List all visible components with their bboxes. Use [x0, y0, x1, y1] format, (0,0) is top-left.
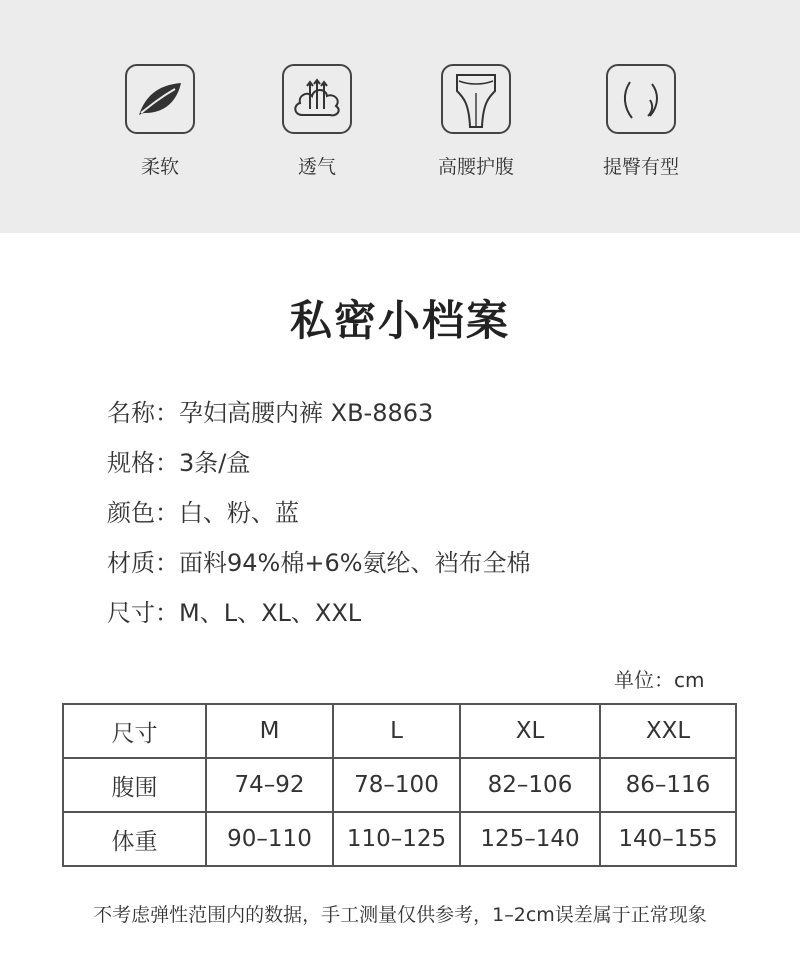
- feature-hip-lift: [576, 64, 706, 179]
- hip-lift-curve-icon: [606, 64, 676, 134]
- feature-high-waist: [411, 64, 541, 179]
- table-row: [63, 812, 736, 866]
- feature-label: 高腰护腹: [437, 156, 514, 178]
- feature-label: 透气: [297, 156, 336, 178]
- table-header-cell: XXL: [600, 704, 736, 758]
- footnote: 不考虑弹性范围内的数据，手工测量仅供参考，1–2cm误差属于正常现象: [93, 904, 707, 926]
- feature-breathable: [252, 64, 382, 179]
- table-cell: 74–92: [206, 758, 333, 812]
- size-table: [62, 703, 737, 867]
- table-row: [63, 758, 736, 812]
- table-cell: 78–100: [333, 758, 460, 812]
- table-header-cell: 尺寸: [63, 704, 206, 758]
- table-header-cell: L: [333, 704, 460, 758]
- table-cell: 140–155: [600, 812, 736, 866]
- feature-soft: [95, 64, 225, 179]
- spec-list: [107, 393, 531, 643]
- table-cell: 90–110: [206, 812, 333, 866]
- table-header-cell: XL: [460, 704, 600, 758]
- leaf-icon: [125, 64, 195, 134]
- spec-pack: 规格：3条/盒: [107, 449, 251, 477]
- feature-label: 提臀有型: [602, 156, 679, 178]
- table-cell: 体重: [63, 812, 206, 866]
- spec-colors: 颜色：白、粉、蓝: [107, 499, 299, 527]
- feature-label: 柔软: [140, 156, 179, 178]
- high-waist-briefs-icon: [441, 64, 511, 134]
- unit-note: 单位：cm: [614, 668, 705, 692]
- spec-sizes: 尺寸：M、L、XL、XXL: [107, 599, 362, 627]
- page-title: 私密小档案: [289, 296, 510, 345]
- table-header-row: [63, 704, 736, 758]
- breathable-cloud-icon: [282, 64, 352, 134]
- table-cell: 82–106: [460, 758, 600, 812]
- spec-material: 材质：面料94%棉+6%氨纶、裆布全棉: [107, 549, 531, 577]
- table-header-cell: M: [206, 704, 333, 758]
- table-cell: 86–116: [600, 758, 736, 812]
- table-cell: 110–125: [333, 812, 460, 866]
- table-cell: 腹围: [63, 758, 206, 812]
- table-cell: 125–140: [460, 812, 600, 866]
- spec-name: 名称：孕妇高腰内裤 XB-8863: [107, 399, 434, 427]
